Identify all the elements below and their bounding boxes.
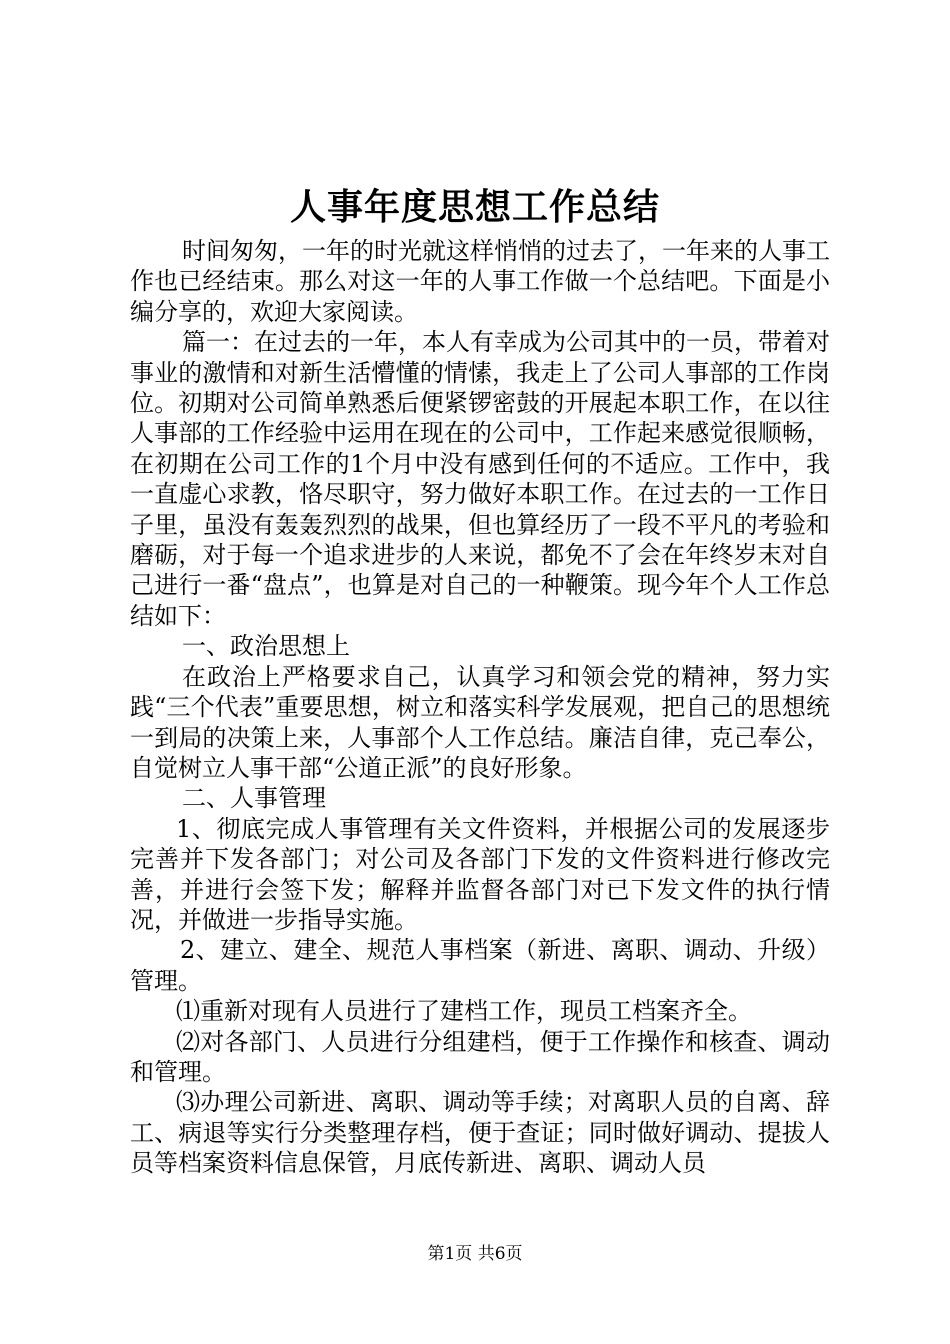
subitem-3-paragraph: ⑶办理公司新进、离职、调动等手续；对离职人员的自离、辞工、病退等实行分类整理存档，便于查证；同时做好调动、提拔人员等档案资料信息保管，月底传新进、离职、调动人员 [130,1088,830,1178]
intro-paragraph: 时间匆匆，一年的时光就这样悄悄的过去了，一年来的人事工作也已经结束。那么对这一年的人事工作做一个总结吧。下面是小编分享的，欢迎大家阅读。 [130,237,830,326]
section-one-paragraph: 篇一：在过去的一年，本人有幸成为公司其中的一员，带着对事业的激情和对新生活懵懂的情愫，我走上了公司人事部的工作岗位。初期对公司简单熟悉后便紧锣密鼓的开展起本职工作，在以往人事部的工作经验中运用在现在的公司中，工作起来感觉很顺畅，在初期在公司工作的1个月中没有感到任何的不适应。工作中，我一直虚心求教，恪尽职守，努力做好本职工作。在过去的一工作日子里，虽没有轰轰烈烈的战果，但也算经历了一段不平凡的考验和磨砺，对于每一个追求进步的人来说，都免不了会在年终岁末对自己进行一番“盘点”，也算是对自己的一种鞭策。现今年个人工作总结如下： [130,328,830,630]
subitem-1-paragraph: ⑴重新对现有人员进行了建档工作，现员工档案齐全。 [176,997,752,1026]
page-footer: 第1页 共6页 [427,1244,523,1264]
item-2-paragraph: 2、建立、建全、规范人事档案（新进、离职、调动、升级）管理。 [130,936,830,995]
political-thought-paragraph: 在政治上严格要求自己，认真学习和领会党的精神，努力实践“三个代表”重要思想，树立和落实科学发展观，把自己的思想统一到局的决策上来，人事部个人工作总结。廉洁自律，克己奉公，自觉树立人事干部“公道正派”的良好形象。 [130,662,830,782]
subitem-2-paragraph: ⑵对各部门、人员进行分组建档，便于工作操作和核查、调动和管理。 [130,1027,830,1086]
heading-political-thought: 一、政治思想上 [182,632,350,661]
heading-personnel-management: 二、人事管理 [182,784,326,813]
item-1-paragraph: 1、彻底完成人事管理有关文件资料，并根据公司的发展逐步完善并下发各部门；对公司及各部门下发的文件资料进行修改完善，并进行会签下发；解释并监督各部门对已下发文件的执行情况，并做进一步指导实施。 [130,814,830,934]
document-body [130,236,830,1179]
document-title: 人事年度思想工作总结 [289,186,660,228]
